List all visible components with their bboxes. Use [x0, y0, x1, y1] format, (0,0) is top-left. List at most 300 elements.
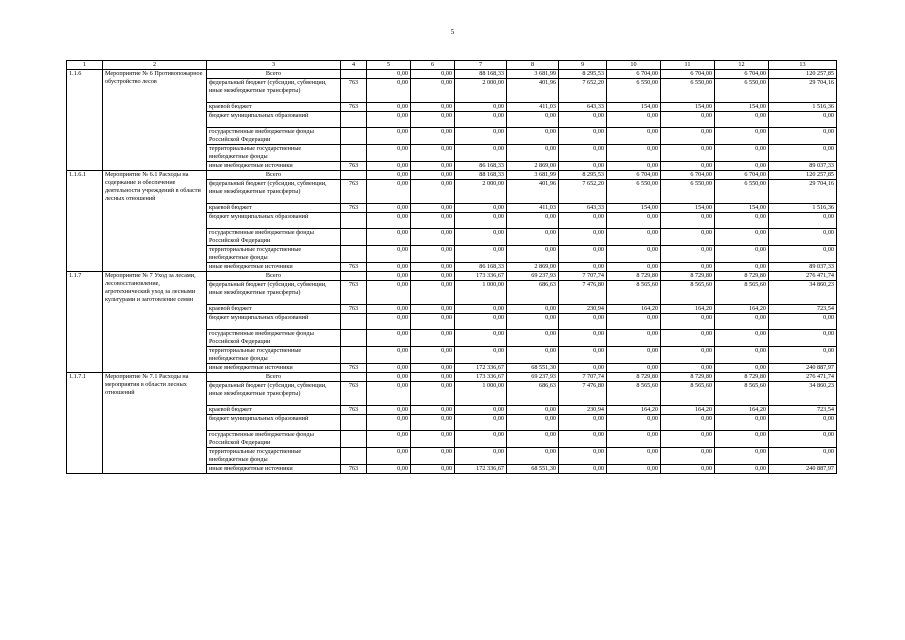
table-body — [67, 70, 837, 474]
value-cell: 6 550,00 — [661, 180, 715, 204]
value-cell: 6 704,00 — [715, 70, 769, 79]
value-cell: 0,00 — [507, 330, 559, 347]
value-cell: 6 550,00 — [715, 180, 769, 204]
value-cell: 7 652,20 — [559, 180, 607, 204]
activity-title: Мероприятие № 7.1 Расходы на мероприятия в области лесных отношений — [103, 373, 207, 474]
value-cell: 120 257,85 — [769, 70, 837, 79]
budget-table — [66, 60, 837, 474]
value-cell: 164,20 — [715, 406, 769, 415]
budget-code: 763 — [341, 103, 367, 112]
budget-code: 763 — [341, 162, 367, 171]
value-cell: 0,00 — [507, 229, 559, 246]
value-cell: 120 257,85 — [769, 171, 837, 180]
funding-source: территориальные государственные внебюджетные фонды — [207, 145, 341, 162]
activity-code: 1.1.6.1 — [67, 171, 103, 272]
value-cell: 29 704,16 — [769, 79, 837, 103]
value-cell: 0,00 — [455, 103, 507, 112]
budget-code — [341, 373, 367, 382]
value-cell: 0,00 — [411, 382, 455, 406]
value-cell: 0,00 — [607, 314, 661, 330]
value-cell: 0,00 — [715, 263, 769, 272]
value-cell: 0,00 — [507, 314, 559, 330]
value-cell: 0,00 — [455, 314, 507, 330]
budget-code — [341, 128, 367, 145]
value-cell: 164,20 — [715, 305, 769, 314]
value-cell: 0,00 — [507, 305, 559, 314]
value-cell: 0,00 — [661, 246, 715, 263]
value-cell: 8 729,80 — [715, 373, 769, 382]
value-cell: 0,00 — [455, 431, 507, 448]
column-header: 13 — [769, 61, 837, 70]
value-cell: 0,00 — [367, 70, 411, 79]
value-cell: 0,00 — [769, 415, 837, 431]
value-cell: 0,00 — [455, 246, 507, 263]
value-cell: 686,63 — [507, 281, 559, 305]
value-cell: 0,00 — [455, 305, 507, 314]
budget-code — [341, 431, 367, 448]
value-cell: 0,00 — [607, 162, 661, 171]
value-cell: 0,00 — [715, 347, 769, 364]
value-cell: 0,00 — [367, 204, 411, 213]
value-cell: 0,00 — [367, 465, 411, 474]
funding-source: Всего — [207, 171, 341, 180]
value-cell: 8 565,60 — [661, 382, 715, 406]
budget-code — [341, 272, 367, 281]
value-cell: 0,00 — [769, 347, 837, 364]
value-cell: 0,00 — [455, 330, 507, 347]
funding-source: Всего — [207, 70, 341, 79]
value-cell: 686,63 — [507, 382, 559, 406]
value-cell: 0,00 — [769, 448, 837, 465]
table-row — [67, 373, 837, 382]
value-cell: 89 037,33 — [769, 162, 837, 171]
value-cell: 0,00 — [411, 448, 455, 465]
value-cell: 0,00 — [559, 263, 607, 272]
value-cell: 0,00 — [607, 330, 661, 347]
value-cell: 401,96 — [507, 180, 559, 204]
funding-source: бюджет муниципальных образований — [207, 415, 341, 431]
value-cell: 0,00 — [411, 347, 455, 364]
value-cell: 154,00 — [715, 103, 769, 112]
funding-source: государственные внебюджетные фонды Российской Федерации — [207, 330, 341, 347]
value-cell: 0,00 — [769, 128, 837, 145]
budget-code: 763 — [341, 180, 367, 204]
table-row — [67, 171, 837, 180]
value-cell: 154,00 — [607, 204, 661, 213]
value-cell: 240 887,97 — [769, 364, 837, 373]
column-header: 2 — [103, 61, 207, 70]
value-cell: 0,00 — [607, 246, 661, 263]
value-cell: 0,00 — [507, 112, 559, 128]
activity-code: 1.1.6 — [67, 70, 103, 171]
value-cell: 0,00 — [455, 415, 507, 431]
value-cell: 173 336,67 — [455, 373, 507, 382]
value-cell: 8 729,80 — [607, 272, 661, 281]
value-cell: 6 550,00 — [661, 79, 715, 103]
value-cell: 0,00 — [411, 465, 455, 474]
value-cell: 0,00 — [367, 415, 411, 431]
value-cell: 0,00 — [559, 465, 607, 474]
value-cell: 7 476,80 — [559, 382, 607, 406]
value-cell: 0,00 — [411, 204, 455, 213]
value-cell: 0,00 — [455, 145, 507, 162]
value-cell: 6 704,00 — [661, 171, 715, 180]
value-cell: 0,00 — [715, 246, 769, 263]
funding-source: бюджет муниципальных образований — [207, 112, 341, 128]
activity-code: 1.1.7.1 — [67, 373, 103, 474]
value-cell: 6 550,00 — [607, 79, 661, 103]
funding-source: краевой бюджет — [207, 305, 341, 314]
value-cell: 0,00 — [507, 213, 559, 229]
value-cell: 0,00 — [411, 70, 455, 79]
budget-code — [341, 213, 367, 229]
funding-source: федеральный бюджет (субсидии, субвенции, иные межбюджетные трансферты) — [207, 382, 341, 406]
value-cell: 723,54 — [769, 305, 837, 314]
value-cell: 0,00 — [661, 162, 715, 171]
value-cell: 0,00 — [661, 112, 715, 128]
value-cell: 8 565,60 — [715, 281, 769, 305]
value-cell: 0,00 — [607, 128, 661, 145]
value-cell: 1 000,00 — [455, 382, 507, 406]
value-cell: 0,00 — [367, 213, 411, 229]
value-cell: 0,00 — [455, 128, 507, 145]
value-cell: 0,00 — [607, 465, 661, 474]
value-cell: 0,00 — [607, 145, 661, 162]
value-cell: 0,00 — [367, 112, 411, 128]
funding-source: краевой бюджет — [207, 406, 341, 415]
value-cell: 0,00 — [411, 305, 455, 314]
value-cell: 0,00 — [715, 364, 769, 373]
value-cell: 8 565,60 — [715, 382, 769, 406]
value-cell: 8 565,60 — [607, 281, 661, 305]
budget-code: 763 — [341, 263, 367, 272]
value-cell: 0,00 — [715, 314, 769, 330]
value-cell: 0,00 — [455, 448, 507, 465]
value-cell: 0,00 — [367, 103, 411, 112]
value-cell: 0,00 — [607, 347, 661, 364]
value-cell: 69 237,93 — [507, 272, 559, 281]
value-cell: 154,00 — [661, 204, 715, 213]
value-cell: 7 652,20 — [559, 79, 607, 103]
value-cell: 0,00 — [559, 229, 607, 246]
value-cell: 0,00 — [367, 330, 411, 347]
activity-code: 1.1.7 — [67, 272, 103, 373]
column-header: 10 — [607, 61, 661, 70]
value-cell: 0,00 — [507, 347, 559, 364]
table-row — [67, 272, 837, 281]
value-cell: 0,00 — [411, 364, 455, 373]
value-cell: 0,00 — [559, 330, 607, 347]
value-cell: 154,00 — [607, 103, 661, 112]
value-cell: 0,00 — [367, 128, 411, 145]
column-header: 1 — [67, 61, 103, 70]
value-cell: 0,00 — [607, 415, 661, 431]
value-cell: 164,20 — [607, 406, 661, 415]
budget-code: 763 — [341, 305, 367, 314]
value-cell: 0,00 — [715, 145, 769, 162]
value-cell: 86 168,33 — [455, 162, 507, 171]
value-cell: 86 168,33 — [455, 263, 507, 272]
value-cell: 0,00 — [411, 373, 455, 382]
value-cell: 0,00 — [367, 382, 411, 406]
value-cell: 1 516,36 — [769, 103, 837, 112]
value-cell: 0,00 — [715, 431, 769, 448]
value-cell: 0,00 — [507, 246, 559, 263]
value-cell: 8 565,60 — [607, 382, 661, 406]
value-cell: 0,00 — [715, 162, 769, 171]
value-cell: 164,20 — [607, 305, 661, 314]
value-cell: 0,00 — [769, 330, 837, 347]
column-header: 7 — [455, 61, 507, 70]
value-cell: 164,20 — [661, 406, 715, 415]
column-header: 8 — [507, 61, 559, 70]
value-cell: 172 336,67 — [455, 364, 507, 373]
value-cell: 0,00 — [411, 145, 455, 162]
value-cell: 0,00 — [411, 431, 455, 448]
value-cell: 0,00 — [607, 112, 661, 128]
column-header: 12 — [715, 61, 769, 70]
value-cell: 6 704,00 — [607, 70, 661, 79]
value-cell: 0,00 — [411, 406, 455, 415]
value-cell: 0,00 — [769, 145, 837, 162]
value-cell: 8 729,80 — [661, 373, 715, 382]
budget-code: 763 — [341, 465, 367, 474]
value-cell: 3 681,99 — [507, 171, 559, 180]
budget-code: 763 — [341, 406, 367, 415]
value-cell: 0,00 — [715, 415, 769, 431]
funding-source: государственные внебюджетные фонды Российской Федерации — [207, 431, 341, 448]
value-cell: 0,00 — [715, 465, 769, 474]
funding-source: иные внебюджетные источники — [207, 465, 341, 474]
value-cell: 0,00 — [367, 229, 411, 246]
value-cell: 0,00 — [769, 314, 837, 330]
value-cell: 0,00 — [661, 364, 715, 373]
value-cell: 411,03 — [507, 204, 559, 213]
page-number: 5 — [450, 28, 455, 36]
funding-source: федеральный бюджет (субсидии, субвенции, иные межбюджетные трансферты) — [207, 281, 341, 305]
funding-source: территориальные государственные внебюджетные фонды — [207, 347, 341, 364]
budget-code — [341, 145, 367, 162]
value-cell: 0,00 — [455, 213, 507, 229]
value-cell: 0,00 — [455, 112, 507, 128]
funding-source: государственные внебюджетные фонды Российской Федерации — [207, 128, 341, 145]
budget-code — [341, 448, 367, 465]
funding-source: бюджет муниципальных образований — [207, 314, 341, 330]
value-cell: 0,00 — [559, 314, 607, 330]
value-cell: 0,00 — [661, 263, 715, 272]
value-cell: 276 471,74 — [769, 272, 837, 281]
value-cell: 0,00 — [661, 415, 715, 431]
value-cell: 0,00 — [715, 448, 769, 465]
value-cell: 0,00 — [367, 162, 411, 171]
value-cell: 0,00 — [411, 171, 455, 180]
value-cell: 0,00 — [367, 448, 411, 465]
value-cell: 172 336,67 — [455, 465, 507, 474]
value-cell: 0,00 — [607, 229, 661, 246]
funding-source: бюджет муниципальных образований — [207, 213, 341, 229]
value-cell: 8 295,53 — [559, 171, 607, 180]
funding-source: федеральный бюджет (субсидии, субвенции, иные межбюджетные трансферты) — [207, 79, 341, 103]
value-cell: 2 869,00 — [507, 263, 559, 272]
value-cell: 34 860,23 — [769, 382, 837, 406]
value-cell: 0,00 — [411, 281, 455, 305]
value-cell: 0,00 — [411, 213, 455, 229]
value-cell: 0,00 — [661, 330, 715, 347]
column-number-row — [67, 61, 837, 70]
value-cell: 7 707,74 — [559, 373, 607, 382]
value-cell: 0,00 — [661, 314, 715, 330]
value-cell: 240 887,97 — [769, 465, 837, 474]
value-cell: 0,00 — [455, 406, 507, 415]
value-cell: 0,00 — [559, 415, 607, 431]
value-cell: 0,00 — [661, 347, 715, 364]
value-cell: 154,00 — [661, 103, 715, 112]
value-cell: 643,33 — [559, 204, 607, 213]
value-cell: 29 704,16 — [769, 180, 837, 204]
value-cell: 0,00 — [607, 448, 661, 465]
value-cell: 0,00 — [661, 128, 715, 145]
budget-code — [341, 415, 367, 431]
value-cell: 0,00 — [455, 204, 507, 213]
value-cell: 0,00 — [769, 246, 837, 263]
value-cell: 643,33 — [559, 103, 607, 112]
value-cell: 0,00 — [507, 406, 559, 415]
value-cell: 0,00 — [607, 364, 661, 373]
value-cell: 0,00 — [559, 145, 607, 162]
budget-code — [341, 112, 367, 128]
value-cell: 0,00 — [661, 213, 715, 229]
value-cell: 0,00 — [411, 272, 455, 281]
value-cell: 0,00 — [507, 448, 559, 465]
column-header: 4 — [341, 61, 367, 70]
value-cell: 0,00 — [559, 246, 607, 263]
funding-source: иные внебюджетные источники — [207, 162, 341, 171]
value-cell: 0,00 — [715, 112, 769, 128]
value-cell: 0,00 — [559, 112, 607, 128]
value-cell: 0,00 — [367, 145, 411, 162]
value-cell: 0,00 — [607, 431, 661, 448]
value-cell: 0,00 — [367, 406, 411, 415]
value-cell: 0,00 — [367, 281, 411, 305]
value-cell: 0,00 — [367, 364, 411, 373]
value-cell: 8 729,80 — [607, 373, 661, 382]
value-cell: 6 704,00 — [661, 70, 715, 79]
table-row — [67, 70, 837, 79]
column-header: 11 — [661, 61, 715, 70]
value-cell: 154,00 — [715, 204, 769, 213]
column-header: 3 — [207, 61, 341, 70]
value-cell: 0,00 — [607, 213, 661, 229]
value-cell: 0,00 — [507, 145, 559, 162]
budget-code — [341, 314, 367, 330]
value-cell: 6 704,00 — [715, 171, 769, 180]
value-cell: 0,00 — [367, 305, 411, 314]
value-cell: 0,00 — [411, 246, 455, 263]
value-cell: 0,00 — [411, 314, 455, 330]
funding-source: краевой бюджет — [207, 204, 341, 213]
value-cell: 2 000,00 — [455, 79, 507, 103]
budget-code — [341, 171, 367, 180]
value-cell: 164,20 — [661, 305, 715, 314]
value-cell: 1 516,36 — [769, 204, 837, 213]
value-cell: 34 860,23 — [769, 281, 837, 305]
value-cell: 401,96 — [507, 79, 559, 103]
value-cell: 0,00 — [559, 347, 607, 364]
budget-code — [341, 246, 367, 263]
value-cell: 0,00 — [367, 373, 411, 382]
value-cell: 68 551,30 — [507, 364, 559, 373]
budget-code: 763 — [341, 281, 367, 305]
value-cell: 0,00 — [559, 448, 607, 465]
funding-source: иные внебюджетные источники — [207, 364, 341, 373]
value-cell: 0,00 — [661, 229, 715, 246]
value-cell: 0,00 — [507, 128, 559, 145]
budget-code — [341, 330, 367, 347]
value-cell: 0,00 — [559, 213, 607, 229]
value-cell: 88 168,33 — [455, 70, 507, 79]
value-cell: 0,00 — [411, 415, 455, 431]
value-cell: 0,00 — [367, 272, 411, 281]
value-cell: 2 869,00 — [507, 162, 559, 171]
value-cell: 0,00 — [367, 263, 411, 272]
value-cell: 0,00 — [367, 171, 411, 180]
value-cell: 0,00 — [715, 330, 769, 347]
value-cell: 0,00 — [769, 213, 837, 229]
value-cell: 0,00 — [559, 364, 607, 373]
value-cell: 6 550,00 — [715, 79, 769, 103]
budget-code — [341, 347, 367, 364]
value-cell: 0,00 — [661, 465, 715, 474]
funding-source: государственные внебюджетные фонды Российской Федерации — [207, 229, 341, 246]
column-header: 5 — [367, 61, 411, 70]
value-cell: 0,00 — [455, 229, 507, 246]
budget-code — [341, 229, 367, 246]
value-cell: 0,00 — [769, 229, 837, 246]
value-cell: 7 476,80 — [559, 281, 607, 305]
value-cell: 0,00 — [607, 263, 661, 272]
value-cell: 411,03 — [507, 103, 559, 112]
value-cell: 0,00 — [367, 180, 411, 204]
value-cell: 0,00 — [411, 330, 455, 347]
budget-code — [341, 70, 367, 79]
value-cell: 173 336,67 — [455, 272, 507, 281]
value-cell: 0,00 — [559, 162, 607, 171]
value-cell: 0,00 — [559, 128, 607, 145]
value-cell: 1 000,00 — [455, 281, 507, 305]
value-cell: 230,94 — [559, 305, 607, 314]
value-cell: 0,00 — [661, 431, 715, 448]
value-cell: 0,00 — [715, 229, 769, 246]
value-cell: 68 551,30 — [507, 465, 559, 474]
value-cell: 6 704,00 — [607, 171, 661, 180]
value-cell: 0,00 — [411, 112, 455, 128]
funding-source: иные внебюджетные источники — [207, 263, 341, 272]
value-cell: 0,00 — [661, 145, 715, 162]
value-cell: 0,00 — [715, 128, 769, 145]
budget-code: 763 — [341, 79, 367, 103]
column-header: 9 — [559, 61, 607, 70]
value-cell: 0,00 — [411, 103, 455, 112]
value-cell: 0,00 — [455, 347, 507, 364]
value-cell: 0,00 — [367, 246, 411, 263]
value-cell: 89 037,33 — [769, 263, 837, 272]
value-cell: 69 237,93 — [507, 373, 559, 382]
activity-title: Мероприятие № 6.1 Расходы на содержание и обеспечение деятельности учреждений в области лесных отношений — [103, 171, 207, 272]
value-cell: 3 681,99 — [507, 70, 559, 79]
value-cell: 8 565,60 — [661, 281, 715, 305]
value-cell: 0,00 — [367, 79, 411, 103]
value-cell: 723,54 — [769, 406, 837, 415]
